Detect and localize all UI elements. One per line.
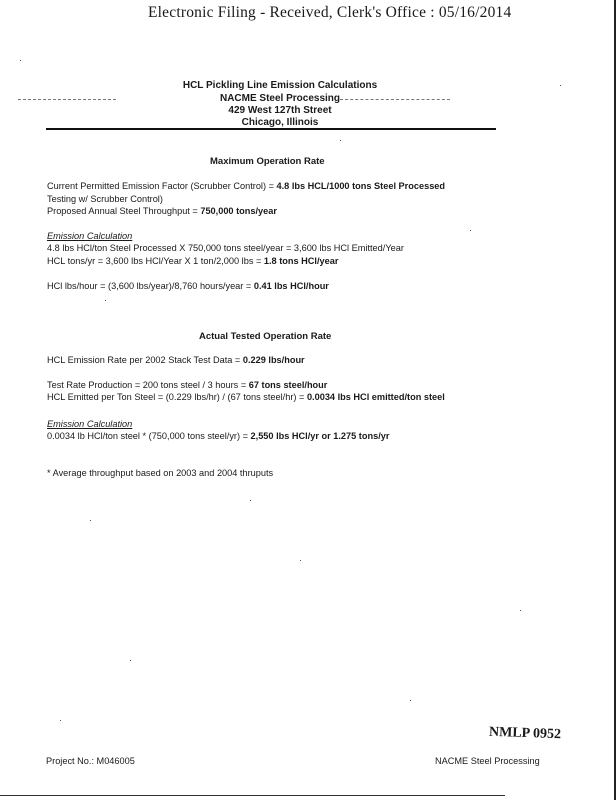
stack-test-line (47, 355, 305, 365)
scan-speck (20, 60, 21, 61)
scan-speck (470, 230, 471, 231)
stack-test-value: 0.229 lbs/hour (242, 355, 305, 365)
scan-speck (560, 85, 561, 86)
scan-edge-bottom (0, 795, 505, 796)
emitted-per-ton-line (47, 392, 445, 402)
throughput-value: 750,000 tons/year (200, 206, 277, 216)
max-calc-tons-result: 1.8 tons HCl/year (263, 256, 339, 266)
scan-speck (90, 520, 91, 521)
scan-speck (300, 560, 301, 561)
emitted-per-ton-result: 0.0034 lbs HCl emitted/ton steel (306, 392, 445, 402)
max-calc-label: Emission Calculation (47, 231, 133, 241)
actual-rate-heading: Actual Tested Operation Rate (199, 331, 332, 342)
scan-speck (60, 720, 61, 721)
doc-company: NACME Steel Processing (219, 93, 341, 104)
actual-calc-label: Emission Calculation (47, 419, 133, 429)
actual-calc-expression: 0.0034 lb HCl/ton steel * (750,000 tons steel/yr) = (47, 431, 251, 441)
max-rate-heading: Maximum Operation Rate (210, 156, 325, 167)
scan-speck (520, 610, 521, 611)
test-production-result: 67 tons steel/hour (248, 380, 328, 390)
doc-title: HCL Pickling Line Emission Calculations (182, 80, 378, 91)
scan-speck (340, 140, 341, 141)
footer-company: NACME Steel Processing (435, 756, 540, 766)
test-production-line (47, 380, 327, 390)
max-calc-line-2 (47, 256, 338, 266)
footnote: * Average throughput based on 2003 and 2004 thruputs (47, 468, 274, 478)
doc-city: Chicago, Illinois (241, 117, 319, 128)
page-identifier: NMLP 0952 (488, 724, 562, 743)
test-production-expression: Test Rate Production = 200 tons steel / 3 hours = (47, 380, 249, 390)
emitted-per-ton-expression: HCL Emitted per Ton Steel = (0.229 lbs/hr) / (67 tons steel/hr) = (47, 392, 307, 402)
max-calc-line-1: 4.8 lbs HCl/ton Steel Processed X 750,000 tons steel/year = 3,600 lbs HCl Emitted/Year (47, 243, 404, 253)
actual-calc-line (47, 431, 389, 441)
footer-project-number: Project No.: M046005 (46, 756, 135, 766)
hourly-result: 0.41 lbs HCl/hour (253, 281, 329, 291)
stack-test-label: HCL Emission Rate per 2002 Stack Test Data = (47, 355, 243, 365)
hourly-expression: HCl lbs/hour = (3,600 lbs/year)/8,760 hours/year = (47, 281, 254, 291)
emission-factor-label: Current Permitted Emission Factor (Scrubber Control) = (47, 181, 277, 191)
throughput-line (47, 206, 277, 216)
scan-speck (130, 660, 131, 661)
actual-calc-result: 2,550 lbs HCl/yr or 1.275 tons/yr (250, 431, 390, 441)
doc-street: 429 West 127th Street (228, 105, 332, 116)
scan-speck (410, 700, 411, 701)
throughput-label: Proposed Annual Steel Throughput = (47, 206, 201, 216)
max-calc-tons-expression: HCL tons/yr = 3,600 lbs HCl/Year X 1 ton/2,000 lbs = (47, 256, 264, 266)
header-rule (46, 128, 496, 130)
emission-factor-value: 4.8 lbs HCL/1000 tons Steel Processed (276, 181, 446, 191)
hourly-line (47, 281, 329, 291)
filing-stamp: Electronic Filing - Received, Clerk's Office : 05/16/2014 (148, 4, 512, 21)
scan-speck (250, 500, 251, 501)
scan-speck (105, 300, 106, 301)
emission-factor-continuation: Testing w/ Scrubber Control) (47, 194, 163, 204)
emission-factor-line (47, 181, 445, 191)
